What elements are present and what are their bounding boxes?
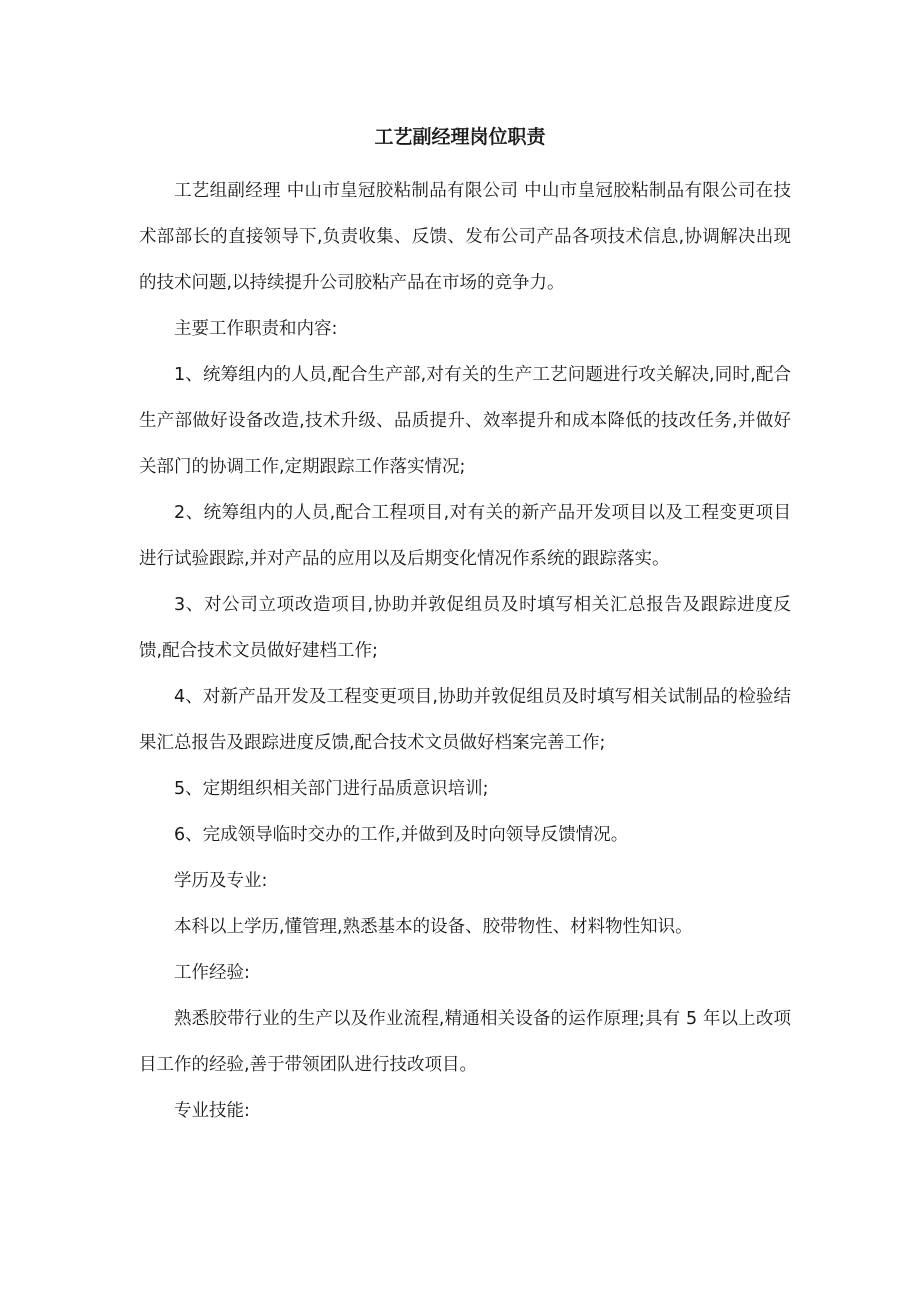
intro-paragraph: 工艺组副经理 中山市皇冠胶粘制品有限公司 中山市皇冠胶粘制品有限公司在技术部部长的直接领导下,负责收集、反馈、发布公司产品各项技术信息,协调解决出现的技术问题,以持续提升公司胶粘产品在市场的竞争力。 [139,181,791,293]
document-title: 工艺副经理岗位职责 [374,126,546,148]
experience-text: 熟悉胶带行业的生产以及作业流程,精通相关设备的运作原理;具有 5 年以上改项目工作的经验,善于带领团队进行技改项目。 [139,1009,791,1075]
education-text: 本科以上学历,懂管理,熟悉基本的设备、胶带物性、材料物性知识。 [174,917,693,937]
duty-item-6: 6、完成领导临时交办的工作,并做到及时向领导反馈情况。 [174,825,629,845]
duty-item-2: 2、统筹组内的人员,配合工程项目,对有关的新产品开发项目以及工程变更项目进行试验跟踪,并对产品的应用以及后期变化情况作系统的跟踪落实。 [139,503,791,569]
duty-item-4: 4、对新产品开发及工程变更项目,协助并敦促组员及时填写相关试制品的检验结果汇总报告及跟踪进度反馈,配合技术文员做好档案完善工作; [139,687,791,753]
duty-item-5: 5、定期组织相关部门进行品质意识培训; [174,779,489,799]
education-heading: 学历及专业: [174,871,268,891]
skills-heading: 专业技能: [174,1101,250,1121]
duty-item-3: 3、对公司立项改造项目,协助并敦促组员及时填写相关汇总报告及跟踪进度反馈,配合技术文员做好建档工作; [139,595,791,661]
experience-heading: 工作经验: [174,963,250,983]
duty-item-1: 1、统筹组内的人员,配合生产部,对有关的生产工艺问题进行攻关解决,同时,配合生产部做好设备改造,技术升级、品质提升、效率提升和成本降低的技改任务,并做好关部门的协调工作,定期跟踪工作落实情况; [139,365,791,477]
duties-heading: 主要工作职责和内容: [174,319,338,339]
document-body [139,168,791,1134]
